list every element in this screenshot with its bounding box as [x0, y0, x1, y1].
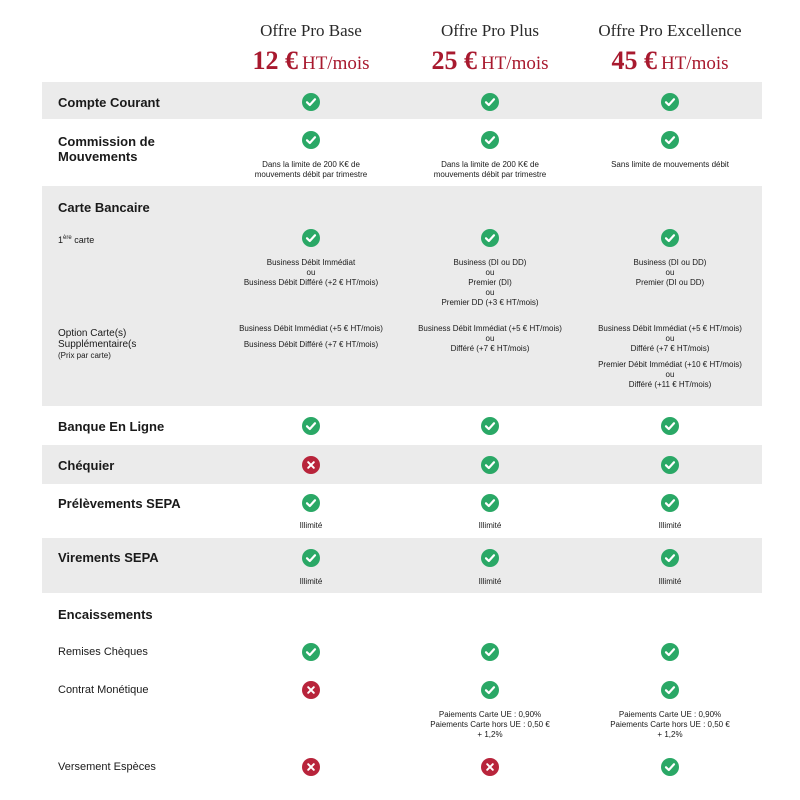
row-label-line: (Prix par carte)	[58, 351, 111, 360]
plan-name: Offre Pro Plus	[441, 21, 539, 40]
note-line: Paiements Carte hors UE : 0,50 €	[610, 720, 730, 729]
check-icon	[481, 93, 499, 111]
plan-price	[401, 45, 579, 81]
row-label-chequier: Chéquier	[58, 458, 115, 473]
note-line: Premier (DI ou DD)	[635, 278, 705, 287]
note-line: Paiements Carte hors UE : 0,50 €	[430, 720, 550, 729]
option-card-note-plus	[401, 324, 579, 354]
plan-price	[581, 45, 759, 81]
note-line: Business Débit Différé (+2 € HT/mois)	[243, 278, 379, 287]
row-label-versement-especes: Versement Espèces	[58, 761, 156, 773]
check-icon	[481, 417, 499, 435]
virements-note: Illimité	[478, 577, 502, 586]
price-amount: 25 €	[431, 46, 477, 75]
row-label-prelevements: Prélèvements SEPA	[58, 496, 181, 511]
row-label-line: Mouvements	[58, 149, 138, 164]
row-label-contrat-monetique: Contrat Monétique	[58, 684, 149, 696]
first-card-note-excellence	[581, 258, 759, 288]
cross-icon	[481, 758, 499, 776]
check-icon	[302, 417, 320, 435]
prelevements-note: Illimité	[478, 521, 502, 530]
price-unit: HT/mois	[480, 53, 549, 74]
note-line: Premier DD (+3 € HT/mois)	[441, 298, 539, 307]
virements-note: Illimité	[299, 577, 323, 586]
check-icon	[302, 643, 320, 661]
check-icon	[302, 494, 320, 512]
commission-note-base	[222, 160, 400, 180]
prelevements-note: Illimité	[658, 521, 682, 530]
check-icon	[481, 229, 499, 247]
note-line: Dans la limite de 200 K€ de	[262, 160, 360, 169]
note-line: mouvements débit par trimestre	[254, 170, 368, 179]
row-label-virements: Virements SEPA	[58, 550, 159, 565]
option-card-note-base	[222, 324, 400, 350]
note-line: ou	[485, 268, 495, 277]
monetique-note-excellence	[581, 710, 759, 740]
note-line: ou	[665, 334, 675, 343]
check-icon	[661, 494, 679, 512]
note-line: Dans la limite de 200 K€ de	[441, 160, 539, 169]
row-label-remises-cheques: Remises Chèques	[58, 646, 148, 658]
ordinal-number: 1	[58, 235, 64, 245]
note-line: Paiements Carte UE : 0,90%	[618, 710, 722, 719]
note-line: Premier (DI)	[468, 278, 512, 287]
note-line: + 1,2%	[477, 730, 503, 739]
note-line: Différé (+7 € HT/mois)	[450, 344, 530, 353]
monetique-note-plus	[401, 710, 579, 740]
check-icon	[661, 417, 679, 435]
check-icon	[302, 131, 320, 149]
cross-icon	[302, 681, 320, 699]
commission-note-excellence	[581, 160, 759, 170]
note-line: Différé (+7 € HT/mois)	[630, 344, 710, 353]
price-unit: HT/mois	[301, 53, 370, 74]
cross-icon	[302, 456, 320, 474]
plan-price	[222, 45, 400, 81]
check-icon	[302, 93, 320, 111]
virements-note: Illimité	[658, 577, 682, 586]
first-card-note-plus	[401, 258, 579, 308]
note-line: Business Débit Immédiat	[266, 258, 356, 267]
check-icon	[481, 494, 499, 512]
note-line: Business Débit Différé (+7 € HT/mois)	[243, 340, 379, 349]
row-label-line: Option Carte(s)	[58, 328, 127, 339]
check-icon	[661, 229, 679, 247]
row-label-commission	[58, 134, 155, 164]
cross-icon	[302, 758, 320, 776]
price-amount: 12 €	[252, 46, 298, 75]
row-label-line: Supplémentaire(s	[58, 339, 137, 350]
row-label-compte-courant: Compte Courant	[58, 95, 160, 110]
price-amount: 45 €	[611, 46, 657, 75]
note-line: Premier Débit Immédiat (+10 € HT/mois)	[598, 360, 742, 369]
section-label-encaissements: Encaissements	[58, 607, 153, 622]
check-icon	[661, 643, 679, 661]
note-line: ou	[485, 334, 495, 343]
check-icon	[661, 758, 679, 776]
note-line: ou	[306, 268, 316, 277]
plan-name: Offre Pro Base	[260, 21, 362, 40]
check-icon	[481, 681, 499, 699]
option-card-note-excellence	[581, 324, 759, 390]
row-label-premiere-carte	[58, 233, 94, 248]
note-line: Business (DI ou DD)	[633, 258, 707, 267]
note-line: Différé (+11 € HT/mois)	[628, 380, 712, 389]
first-card-note-base	[222, 258, 400, 288]
plan-header-excellence	[581, 20, 759, 81]
note-line: ou	[485, 288, 495, 297]
plan-header-base	[222, 20, 400, 81]
check-icon	[481, 643, 499, 661]
row-label-option-carte	[58, 328, 136, 361]
check-icon	[661, 131, 679, 149]
ordinal-word: carte	[71, 235, 95, 245]
note-line: Business (DI ou DD)	[453, 258, 527, 267]
note-line: mouvements débit par trimestre	[433, 170, 547, 179]
check-icon	[302, 229, 320, 247]
row-label-banque-en-ligne: Banque En Ligne	[58, 419, 165, 434]
check-icon	[481, 549, 499, 567]
row-band-chequier	[42, 445, 762, 484]
check-icon	[661, 456, 679, 474]
check-icon	[661, 681, 679, 699]
note-line: Business Débit Immédiat (+5 € HT/mois)	[418, 324, 562, 333]
note-line: ou	[665, 268, 675, 277]
note-line: ou	[665, 370, 675, 379]
plan-name: Offre Pro Excellence	[598, 21, 742, 40]
note-line: + 1,2%	[657, 730, 683, 739]
row-label-carte-bancaire: Carte Bancaire	[58, 200, 150, 215]
price-unit: HT/mois	[660, 53, 729, 74]
check-icon	[302, 549, 320, 567]
commission-note-plus	[401, 160, 579, 180]
check-icon	[661, 93, 679, 111]
plan-header-plus	[401, 20, 579, 81]
note-line: Business Débit Immédiat (+5 € HT/mois)	[598, 324, 742, 333]
check-icon	[481, 131, 499, 149]
ordinal-suffix: ère	[63, 235, 72, 241]
check-icon	[481, 456, 499, 474]
note-line: Sans limite de mouvements débit	[611, 160, 729, 169]
prelevements-note: Illimité	[299, 521, 323, 530]
note-line: Business Débit Immédiat (+5 € HT/mois)	[239, 324, 383, 333]
note-line: Paiements Carte UE : 0,90%	[438, 710, 542, 719]
row-label-line: Commission de	[58, 134, 155, 149]
check-icon	[661, 549, 679, 567]
